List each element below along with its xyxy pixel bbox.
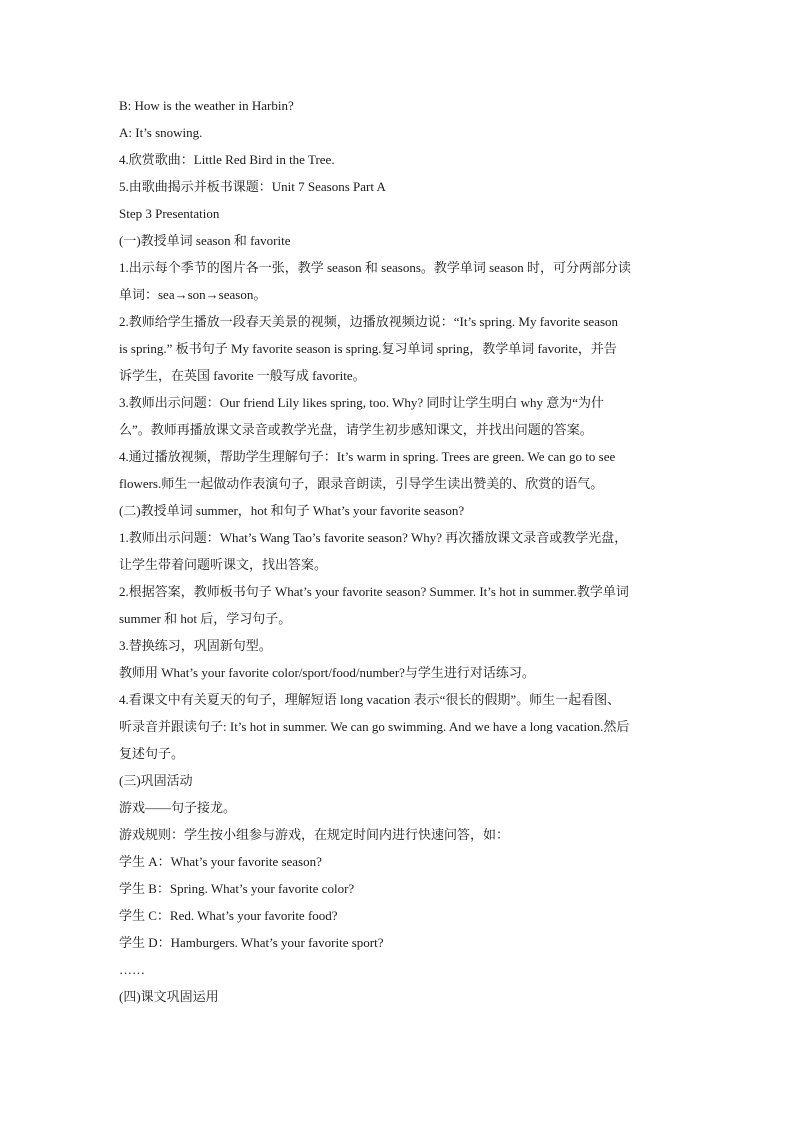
text-line: A: It’s snowing.: [119, 125, 203, 140]
section-heading: (三)巩固活动: [119, 773, 193, 788]
text-line: 3.替换练习，巩固新句型。: [119, 638, 272, 653]
text-line: 学生 B：Spring. What’s your favorite color?: [119, 881, 355, 896]
text-line: 么”。教师再播放课文录音或教学光盘，请学生初步感知课文，并找出问题的答案。: [119, 422, 593, 437]
text-line: 2.教师给学生播放一段春天美景的视频，边播放视频边说：“It’s spring. My favorite season: [119, 314, 619, 329]
text-line: ……: [119, 962, 145, 977]
text-line: 学生 C：Red. What’s your favorite food?: [119, 908, 338, 923]
section-heading: (四)课文巩固运用: [119, 989, 219, 1004]
text-line: 听录音并跟读句子: It’s hot in summer. We can go swimming. And we have a long vacation.然后: [119, 719, 630, 734]
text-line: 学生 A：What’s your favorite season?: [119, 854, 322, 869]
section-heading: (一)教授单词 season 和 favorite: [119, 233, 291, 248]
text-line: 游戏规则：学生按小组参与游戏，在规定时间内进行快速问答，如：: [119, 827, 510, 842]
text-line: is spring.” 板书句子 My favorite season is spring.复习单词 spring，教学单词 favorite，并告: [119, 341, 617, 356]
text-line: 教师用 What’s your favorite color/sport/food/number?与学生进行对话练习。: [119, 665, 535, 680]
text-line: 2.根据答案，教师板书句子 What’s your favorite season? Summer. It’s hot in summer.教学单词: [119, 584, 629, 599]
text-line: summer 和 hot 后，学习句子。: [119, 611, 292, 626]
text-line: 1.出示每个季节的图片各一张，教学 season 和 seasons。教学单词 season 时，可分两部分读: [119, 260, 632, 275]
text-line: 学生 D：Hamburgers. What’s your favorite sport?: [119, 935, 384, 950]
section-heading: (二)教授单词 summer，hot 和句子 What’s your favorite season?: [119, 503, 465, 518]
text-line: 3.教师出示问题：Our friend Lily likes spring, too. Why? 同时让学生明白 why 意为“为什: [119, 395, 605, 410]
text-line: 1.教师出示问题：What’s Wang Tao’s favorite season? Why? 再次播放课文录音或教学光盘，: [119, 530, 628, 545]
text-line: 4.通过播放视频，帮助学生理解句子：It’s warm in spring. Trees are green. We can go to see: [119, 449, 616, 464]
section-heading: Step 3 Presentation: [119, 206, 220, 221]
text-line: 单词：sea→son→season。: [119, 287, 267, 302]
text-line: flowers.师生一起做动作表演句子，跟录音朗读，引导学生读出赞美的、欣赏的语气。: [119, 476, 604, 491]
document-body: [119, 92, 679, 1010]
text-line: 4.欣赏歌曲：Little Red Bird in the Tree.: [119, 152, 335, 167]
text-line: 5.由歌曲揭示并板书课题：Unit 7 Seasons Part A: [119, 179, 386, 194]
text-line: 游戏——句子接龙。: [119, 800, 237, 815]
text-line: 复述句子。: [119, 746, 185, 761]
text-line: 4.看课文中有关夏天的句子，理解短语 long vacation 表示“很长的假期”。师生一起看图、: [119, 692, 621, 707]
text-line: 诉学生，在英国 favorite 一般写成 favorite。: [119, 368, 366, 383]
text-line: B: How is the weather in Harbin?: [119, 98, 294, 113]
text-line: 让学生带着问题听课文，找出答案。: [119, 557, 328, 572]
